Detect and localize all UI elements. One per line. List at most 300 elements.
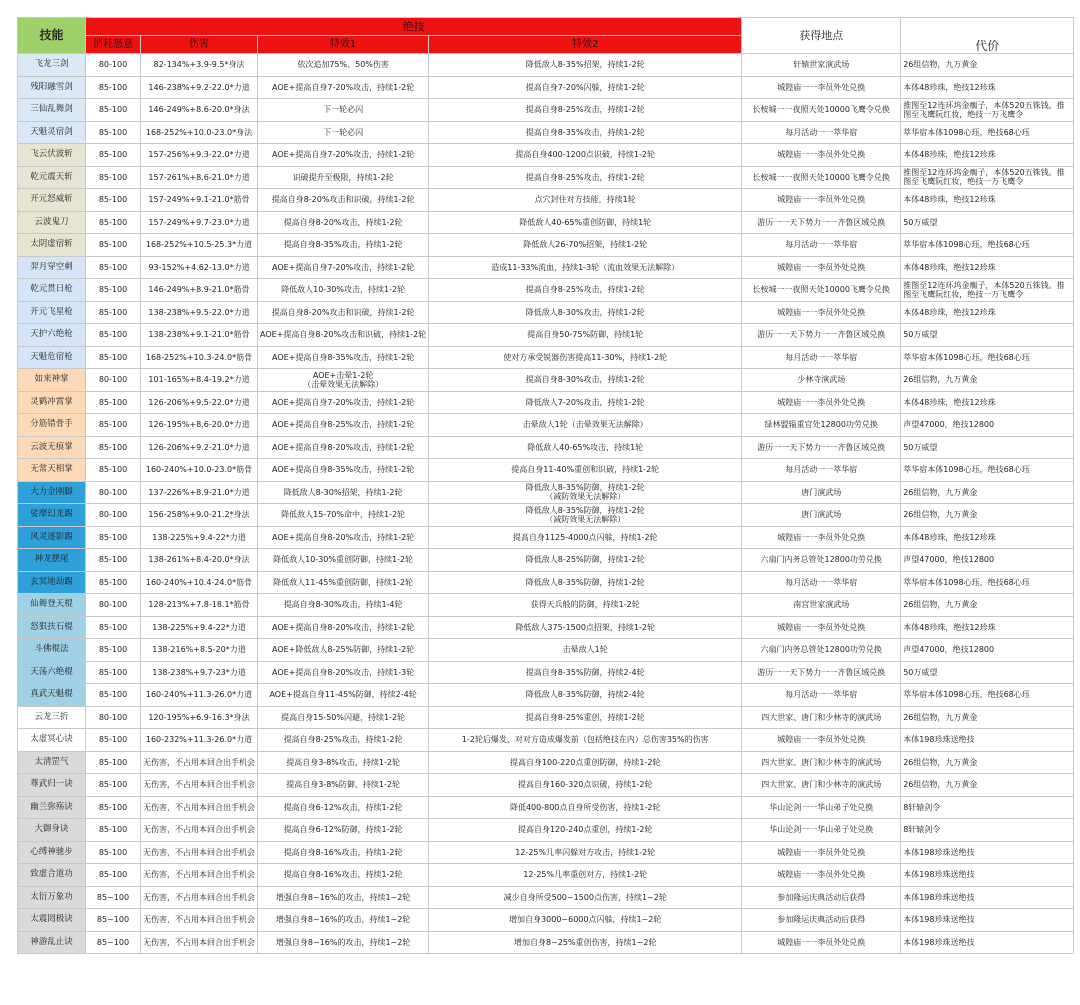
effect1-cell: AOE+降低敌人8-25%防御，持续1-2轮 [258, 639, 429, 662]
skill-name-cell: 致虚合道功 [18, 864, 86, 887]
effect1-cell: 提高自身8-35%攻击，持续1-2轮 [258, 234, 429, 257]
location-cell: 城隍庙一一李员外处兑换 [742, 189, 901, 212]
effect2-cell: 降低敌人8-35%防御，持续1-2轮 （减防效果无法解除） [429, 481, 742, 504]
effect2-cell: 1-2轮后爆发，对对方造成爆发前（包括绝技在内）总伤害35%的伤害 [429, 729, 742, 752]
location-cell: 游历一一天下势力一一齐鲁区域兑换 [742, 661, 901, 684]
effect2-cell: 提高自身8-25%攻击，持续1-2轮 [429, 166, 742, 189]
damage-cell: 138-238%+9.5-22.0*力道 [141, 301, 258, 324]
location-cell: 游历一一天下势力一一齐鲁区域兑换 [742, 211, 901, 234]
location-cell: 长桉城一一夜照天处10000飞鹰令兑换 [742, 166, 901, 189]
cost-cell: 50万威望 [901, 324, 1074, 347]
effect1-cell: AOE+提高自身7-20%攻击，持续1-2轮 [258, 256, 429, 279]
rage-cell: 85-100 [86, 571, 141, 594]
effect1-cell: AOE+提高自身8-35%攻击，持续1-2轮 [258, 459, 429, 482]
damage-cell: 146-249%+8.9-21.0*筋骨 [141, 279, 258, 302]
effect1-cell: AOE+提高自身7-20%攻击，持续1-2轮 [258, 391, 429, 414]
table-row [18, 481, 1074, 504]
skill-name-cell: 飞龙三剑 [18, 54, 86, 77]
cost-cell: 8轩辕剑令 [901, 819, 1074, 842]
effect1-cell: 提高自身3-8%攻击，持续1-2轮 [258, 751, 429, 774]
table-row [18, 436, 1074, 459]
table-row [18, 639, 1074, 662]
rage-cell: 80-100 [86, 54, 141, 77]
damage-cell: 138-238%+9.1-21.0*筋骨 [141, 324, 258, 347]
skill-table [17, 17, 1074, 954]
cost-cell: 本体48珍珠，绝技12珍珠 [901, 76, 1074, 99]
cost-cell: 声望47000，绝技12800 [901, 639, 1074, 662]
cost-cell: 26组信物，九万黄金 [901, 481, 1074, 504]
effect2-cell: 降低敌人375-1500点招架，持续1-2轮 [429, 616, 742, 639]
cost-cell: 萃华宿本体1098心珏，绝技68心珏 [901, 234, 1074, 257]
cost-cell: 萃华宿本体1098心珏，绝技68心珏 [901, 684, 1074, 707]
location-cell: 城隍庙一一李员外处兑换 [742, 841, 901, 864]
damage-cell: 126-206%+9.2-21.0*力道 [141, 436, 258, 459]
skill-name-cell: 心缚神驰步 [18, 841, 86, 864]
effect1-cell: 提高自身6-12%攻击，持续1-2轮 [258, 796, 429, 819]
cost-cell: 26组信物，九万黄金 [901, 504, 1074, 527]
header-skill: 技能 [18, 18, 86, 54]
header-group-juji: 绝技 [86, 18, 742, 36]
rage-cell: 85-100 [86, 729, 141, 752]
skill-name-cell: 玄冥地劫踢 [18, 571, 86, 594]
rage-cell: 85-100 [86, 189, 141, 212]
table-row [18, 279, 1074, 302]
cost-cell: 本体198珍珠送绝技 [901, 886, 1074, 909]
damage-cell: 137-226%+8.9-21.0*力道 [141, 481, 258, 504]
skill-name-cell: 乾元贯日枪 [18, 279, 86, 302]
rage-cell: 85-100 [86, 841, 141, 864]
skill-name-cell: 斗佛棍法 [18, 639, 86, 662]
effect1-cell: AOE+提高自身8-20%攻击，持续1-2轮 [258, 526, 429, 549]
rage-cell: 85-100 [86, 324, 141, 347]
location-cell: 华山论剑一一华山弟子处兑换 [742, 819, 901, 842]
effect2-cell: 降低敌人40-65%攻击，持续1轮 [429, 436, 742, 459]
effect2-cell: 降低敌人26-70%招架，持续1-2轮 [429, 234, 742, 257]
table-row [18, 729, 1074, 752]
effect1-cell: 增强自身8~16%的攻击，持续1~2轮 [258, 886, 429, 909]
location-cell: 城隍庙一一李员外处兑换 [742, 256, 901, 279]
skill-name-cell: 羿月穿空刺 [18, 256, 86, 279]
skill-name-cell: 三仙乱舞剑 [18, 99, 86, 122]
effect2-cell: 12-25%几率闪躲对方攻击，持续1-2轮 [429, 841, 742, 864]
location-cell: 唐门演武场 [742, 481, 901, 504]
effect1-cell: AOE+提高自身8-20%攻击和识破，持续1-2轮 [258, 324, 429, 347]
rage-cell: 80-100 [86, 369, 141, 392]
table-row [18, 751, 1074, 774]
skill-name-cell: 灵鹤冲霄掌 [18, 391, 86, 414]
table-row [18, 504, 1074, 527]
effect2-cell: 击晕敌人1轮 [429, 639, 742, 662]
damage-cell: 无伤害，不占用本回合出手机会 [141, 841, 258, 864]
effect1-cell: 提高自身15-50%闪避，持续1-2轮 [258, 706, 429, 729]
skill-name-cell: 神游乱止诀 [18, 931, 86, 954]
cost-cell: 本体48珍珠，绝技12珍珠 [901, 144, 1074, 167]
location-cell: 城隍庙一一李员外处兑换 [742, 526, 901, 549]
table-row [18, 211, 1074, 234]
skill-name-cell: 太震罔极诀 [18, 909, 86, 932]
cost-cell: 26组信物，九万黄金 [901, 706, 1074, 729]
location-cell: 四大世家、唐门和少林寺的演武场 [742, 751, 901, 774]
skill-name-cell: 神龙摆尾 [18, 549, 86, 572]
rage-cell: 85-100 [86, 144, 141, 167]
effect2-cell: 提高自身160-320点识破，持续1-2轮 [429, 774, 742, 797]
effect1-cell: AOE+提高自身8-35%攻击，持续1-2轮 [258, 346, 429, 369]
skill-name-cell: 如来神掌 [18, 369, 86, 392]
skill-table-container [17, 17, 1074, 954]
skill-name-cell: 云波鬼刀 [18, 211, 86, 234]
damage-cell: 168-252%+10.3-24.0*筋骨 [141, 346, 258, 369]
effect2-cell: 提高自身8-30%攻击，持续1-2轮 [429, 369, 742, 392]
location-cell: 游历一一天下势力一一齐鲁区域兑换 [742, 324, 901, 347]
cost-cell: 本体48珍珠，绝技12珍珠 [901, 526, 1074, 549]
effect1-cell: AOE+提高自身8-20%攻击，持续1-3轮 [258, 661, 429, 684]
rage-cell: 80-100 [86, 504, 141, 527]
cost-cell: 萃华宿本体1098心珏，绝技68心珏 [901, 121, 1074, 144]
effect2-cell: 增加自身3000~6000点闪躲，持续1~2轮 [429, 909, 742, 932]
effect2-cell: 击晕敌人1轮（击晕效果无法解除） [429, 414, 742, 437]
skill-name-cell: 残阳融雪剑 [18, 76, 86, 99]
location-cell: 唐门演武场 [742, 504, 901, 527]
rage-cell: 85~100 [86, 886, 141, 909]
rage-cell: 85-100 [86, 526, 141, 549]
table-row [18, 909, 1074, 932]
skill-name-cell: 真武天魁棍 [18, 684, 86, 707]
table-row [18, 256, 1074, 279]
location-cell: 绿林盟辎重官处12800功劳兑换 [742, 414, 901, 437]
effect2-cell: 降低敌人7-20%攻击，持续1-2轮 [429, 391, 742, 414]
rage-cell: 80-100 [86, 594, 141, 617]
rage-cell: 85-100 [86, 819, 141, 842]
cost-cell: 本体48珍珠，绝技12珍珠 [901, 616, 1074, 639]
effect1-cell: AOE+提高自身7-20%攻击，持续1-2轮 [258, 76, 429, 99]
table-row [18, 819, 1074, 842]
effect2-cell: 12-25%几率重创对方，持续1-2轮 [429, 864, 742, 887]
table-row [18, 144, 1074, 167]
skill-name-cell: 娑摩幻龙踢 [18, 504, 86, 527]
damage-cell: 157-249%+9.1-21.0*筋骨 [141, 189, 258, 212]
damage-cell: 无伤害，不占用本回合出手机会 [141, 864, 258, 887]
effect2-cell: 增加自身8~25%重创伤害，持续1~2轮 [429, 931, 742, 954]
effect1-cell: 下一轮必闪 [258, 99, 429, 122]
header-effect2: 特效2 [429, 36, 742, 54]
location-cell: 六扇门内务总管处12800功劳兑换 [742, 639, 901, 662]
rage-cell: 80-100 [86, 481, 141, 504]
effect2-cell: 降低敌人8-35%防御，持续2-4轮 [429, 684, 742, 707]
rage-cell: 85-100 [86, 639, 141, 662]
effect2-cell: 降低400-800点自身所受伤害，持续1-2轮 [429, 796, 742, 819]
effect2-cell: 提高自身8-25%攻击，持续1-2轮 [429, 279, 742, 302]
damage-cell: 128-213%+7.8-18.1*筋骨 [141, 594, 258, 617]
effect2-cell: 降低敌人8-30%攻击，持续1-2轮 [429, 301, 742, 324]
rage-cell: 85-100 [86, 864, 141, 887]
skill-name-cell: 太虚冥心诀 [18, 729, 86, 752]
header-location: 获得地点 [742, 18, 901, 54]
effect2-cell: 获得天兵般的防御，持续1-2轮 [429, 594, 742, 617]
rage-cell: 85-100 [86, 256, 141, 279]
rage-cell: 85-100 [86, 661, 141, 684]
skill-name-cell: 天荡六绝棍 [18, 661, 86, 684]
effect1-cell: 提高自身8-30%攻击，持续1-4轮 [258, 594, 429, 617]
rage-cell: 85-100 [86, 391, 141, 414]
location-cell: 城隍庙一一李员外处兑换 [742, 931, 901, 954]
damage-cell: 156-258%+9.0-21.2*身法 [141, 504, 258, 527]
table-row [18, 549, 1074, 572]
cost-cell: 26组信物，九万黄金 [901, 751, 1074, 774]
skill-name-cell: 太阴虚宿斩 [18, 234, 86, 257]
damage-cell: 157-261%+8.6-21.0*力道 [141, 166, 258, 189]
skill-name-cell: 太衍万象功 [18, 886, 86, 909]
effect2-cell: 降低敌人8-35%防御，持续1-2轮 [429, 571, 742, 594]
table-row [18, 99, 1074, 122]
effect2-cell: 提高自身1125-4000点闪躲，持续1-2轮 [429, 526, 742, 549]
effect2-cell: 提高自身8-25%攻击，持续1-2轮 [429, 99, 742, 122]
rage-cell: 85~100 [86, 909, 141, 932]
effect1-cell: 下一轮必闪 [258, 121, 429, 144]
damage-cell: 无伤害，不占用本回合出手机会 [141, 796, 258, 819]
header-effect1: 特效1 [258, 36, 429, 54]
effect1-cell: AOE+提高自身8-20%攻击，持续1-2轮 [258, 436, 429, 459]
effect1-cell: 提高自身3-8%防御，持续1-2轮 [258, 774, 429, 797]
damage-cell: 138-225%+9.4-22*力道 [141, 526, 258, 549]
table-row [18, 76, 1074, 99]
damage-cell: 120-195%+6.9-16.3*身法 [141, 706, 258, 729]
rage-cell: 85-100 [86, 234, 141, 257]
skill-name-cell: 乾元震天斩 [18, 166, 86, 189]
damage-cell: 157-256%+9.3-22.0*力道 [141, 144, 258, 167]
effect2-cell: 提高自身8-25%重创，持续1-2轮 [429, 706, 742, 729]
cost-cell: 本体48珍珠，绝技12珍珠 [901, 301, 1074, 324]
rage-cell: 85-100 [86, 301, 141, 324]
effect1-cell: AOE+提高自身11-45%防御，持续2-4轮 [258, 684, 429, 707]
rage-cell: 85-100 [86, 616, 141, 639]
damage-cell: 无伤害，不占用本回合出手机会 [141, 774, 258, 797]
damage-cell: 138-261%+8.4-20.0*身法 [141, 549, 258, 572]
table-row [18, 661, 1074, 684]
damage-cell: 160-232%+11.3-26.0*力道 [141, 729, 258, 752]
effect1-cell: AOE+提高自身8-25%攻击，持续1-2轮 [258, 414, 429, 437]
skill-name-cell: 飞云伏波斩 [18, 144, 86, 167]
cost-cell: 萃华宿本体1098心珏，绝技68心珏 [901, 346, 1074, 369]
skill-name-cell: 仙舞登天棍 [18, 594, 86, 617]
table-row [18, 166, 1074, 189]
rage-cell: 85-100 [86, 166, 141, 189]
location-cell: 城隍庙一一李员外处兑换 [742, 616, 901, 639]
effect2-cell: 提高自身8-35%防御，持续2-4轮 [429, 661, 742, 684]
location-cell: 每月活动一一萃华宿 [742, 234, 901, 257]
table-row [18, 189, 1074, 212]
location-cell: 城隍庙一一李员外处兑换 [742, 391, 901, 414]
skill-name-cell: 怒狠扶石棍 [18, 616, 86, 639]
effect2-cell: 造成11-33%流血，持续1-3轮（流血效果无法解除） [429, 256, 742, 279]
cost-cell: 本体198珍珠送绝技 [901, 909, 1074, 932]
effect1-cell: 提高自身8-25%攻击，持续1-2轮 [258, 729, 429, 752]
damage-cell: 146-238%+9.2-22.0*力道 [141, 76, 258, 99]
table-row [18, 301, 1074, 324]
location-cell: 城隍庙一一李员外处兑换 [742, 76, 901, 99]
rage-cell: 85-100 [86, 121, 141, 144]
rage-cell: 85-100 [86, 211, 141, 234]
skill-name-cell: 风灵逐影踢 [18, 526, 86, 549]
cost-cell: 萃华宿本体1098心珏，绝技68心珏 [901, 571, 1074, 594]
cost-cell: 26组信物，九万黄金 [901, 774, 1074, 797]
location-cell: 长桉城一一夜照天处10000飞鹰令兑换 [742, 279, 901, 302]
effect2-cell: 提高自身120-240点重创，持续1-2轮 [429, 819, 742, 842]
effect1-cell: AOE+提高自身8-20%攻击，持续1-2轮 [258, 616, 429, 639]
location-cell: 城隍庙一一李员外处兑换 [742, 864, 901, 887]
effect1-cell: AOE+击晕1-2轮 （击晕效果无法解除） [258, 369, 429, 392]
effect1-cell: 提高自身8-20%攻击和识破，持续1-2轮 [258, 301, 429, 324]
skill-name-cell: 云波无痕掌 [18, 436, 86, 459]
table-row [18, 796, 1074, 819]
rage-cell: 85-100 [86, 774, 141, 797]
rage-cell: 85-100 [86, 796, 141, 819]
effect2-cell: 点穴封住对方技能，持续1轮 [429, 189, 742, 212]
cost-cell: 推图至12连环坞金瘸子，本体520五铢钱。推图至飞鹰阮红妆，绝技一万飞鹰令 [901, 166, 1074, 189]
table-row [18, 121, 1074, 144]
location-cell: 每月活动一一萃华宿 [742, 121, 901, 144]
cost-cell: 声望47000，绝技12800 [901, 549, 1074, 572]
rage-cell: 85~100 [86, 931, 141, 954]
cost-cell: 推图至12连环坞金瘸子，本体520五铢钱。推图至飞鹰阮红妆，绝技一万飞鹰令 [901, 279, 1074, 302]
skill-name-cell: 太清罡气 [18, 751, 86, 774]
cost-cell: 50万威望 [901, 436, 1074, 459]
effect2-cell: 减少自身所受500~1500点伤害，持续1~2轮 [429, 886, 742, 909]
effect2-cell: 提高自身400-1200点识破，持续1-2轮 [429, 144, 742, 167]
skill-name-cell: 天魁危宿枪 [18, 346, 86, 369]
damage-cell: 无伤害，不占用本回合出手机会 [141, 751, 258, 774]
cost-cell: 推图至12连环坞金瘸子，本体520五铢钱。推图至飞鹰阮红妆，绝技一万飞鹰令 [901, 99, 1074, 122]
damage-cell: 138-225%+9.4-22*力道 [141, 616, 258, 639]
effect1-cell: 增强自身8~16%的攻击，持续1~2轮 [258, 931, 429, 954]
rage-cell: 85-100 [86, 684, 141, 707]
rage-cell: 85-100 [86, 751, 141, 774]
effect2-cell: 提高自身8-35%攻击，持续1-2轮 [429, 121, 742, 144]
rage-cell: 85-100 [86, 279, 141, 302]
damage-cell: 82-134%+3.9-9.5*身法 [141, 54, 258, 77]
location-cell: 参加隆运庆典活动后获得 [742, 886, 901, 909]
table-row [18, 459, 1074, 482]
rage-cell: 80-100 [86, 706, 141, 729]
skill-name-cell: 幽兰弥殇诀 [18, 796, 86, 819]
damage-cell: 126-206%+9.5-22.0*力道 [141, 391, 258, 414]
location-cell: 少林寺演武场 [742, 369, 901, 392]
skill-name-cell: 开元怒威斩 [18, 189, 86, 212]
damage-cell: 146-249%+8.6-20.0*身法 [141, 99, 258, 122]
cost-cell: 声望47000，绝技12800 [901, 414, 1074, 437]
location-cell: 每月活动一一萃华宿 [742, 346, 901, 369]
table-row [18, 414, 1074, 437]
table-row [18, 931, 1074, 954]
effect1-cell: 提高自身8-16%攻击，持续1-2轮 [258, 864, 429, 887]
table-row [18, 706, 1074, 729]
effect1-cell: 提高自身8-20%攻击和识破，持续1-2轮 [258, 189, 429, 212]
location-cell: 城隍庙一一李员外处兑换 [742, 144, 901, 167]
skill-table-body [18, 54, 1074, 954]
effect2-cell: 提高自身11-40%重创和识破，持续1-2轮 [429, 459, 742, 482]
skill-name-cell: 大御身诀 [18, 819, 86, 842]
table-row [18, 864, 1074, 887]
damage-cell: 168-252%+10.5-25.3*力道 [141, 234, 258, 257]
effect2-cell: 降低敌人8-25%防御，持续1-2轮 [429, 549, 742, 572]
location-cell: 华山论剑一一华山弟子处兑换 [742, 796, 901, 819]
cost-cell: 本体198珍珠送绝技 [901, 729, 1074, 752]
location-cell: 长桉城一一夜照天处10000飞鹰令兑换 [742, 99, 901, 122]
effect1-cell: 提高自身8-20%攻击，持续1-2轮 [258, 211, 429, 234]
location-cell: 城隍庙一一李员外处兑换 [742, 729, 901, 752]
damage-cell: 157-249%+9.7-23.0*力道 [141, 211, 258, 234]
table-row [18, 346, 1074, 369]
effect2-cell: 提高自身7-20%闪躲，持续1-2轮 [429, 76, 742, 99]
cost-cell: 26组信物，九万黄金 [901, 369, 1074, 392]
cost-cell: 本体48珍珠，绝技12珍珠 [901, 256, 1074, 279]
skill-name-cell: 云龙三折 [18, 706, 86, 729]
skill-name-cell: 尊武归一诀 [18, 774, 86, 797]
effect1-cell: AOE+提高自身7-20%攻击，持续1-2轮 [258, 144, 429, 167]
effect1-cell: 识破提升至极限，持续1-2轮 [258, 166, 429, 189]
table-row [18, 616, 1074, 639]
table-row [18, 369, 1074, 392]
rage-cell: 85-100 [86, 549, 141, 572]
cost-cell: 本体48珍珠，绝技12珍珠 [901, 391, 1074, 414]
location-cell: 城隍庙一一李员外处兑换 [742, 301, 901, 324]
location-cell: 南宫世家演武场 [742, 594, 901, 617]
location-cell: 游历一一天下势力一一齐鲁区域兑换 [742, 436, 901, 459]
cost-cell: 本体198珍珠送绝技 [901, 841, 1074, 864]
location-cell: 轩辕世家演武场 [742, 54, 901, 77]
skill-name-cell: 开元飞星枪 [18, 301, 86, 324]
effect2-cell: 降低敌人40-65%重创防御，持续1轮 [429, 211, 742, 234]
cost-cell: 本体48珍珠，绝技12珍珠 [901, 189, 1074, 212]
effect1-cell: 降低敌人8-30%招架，持续1-2轮 [258, 481, 429, 504]
damage-cell: 138-216%+8.5-20*力道 [141, 639, 258, 662]
effect1-cell: 提高自身6-12%防御，持续1-2轮 [258, 819, 429, 842]
header-damage: 伤害 [141, 36, 258, 54]
cost-cell: 50万威望 [901, 211, 1074, 234]
table-row [18, 324, 1074, 347]
rage-cell: 85-100 [86, 346, 141, 369]
cost-cell: 8轩辕剑令 [901, 796, 1074, 819]
location-cell: 每月活动一一萃华宿 [742, 459, 901, 482]
location-cell: 参加隆运庆典活动后获得 [742, 909, 901, 932]
damage-cell: 126-195%+8.6-20.0*力道 [141, 414, 258, 437]
effect1-cell: 降低敌人11-45%重创防御，持续1-2轮 [258, 571, 429, 594]
table-row [18, 886, 1074, 909]
effect1-cell: 降低敌人10-30%攻击，持续1-2轮 [258, 279, 429, 302]
effect1-cell: 增强自身8~16%的攻击，持续1~2轮 [258, 909, 429, 932]
damage-cell: 138-238%+9.7-23*力道 [141, 661, 258, 684]
cost-cell: 本体198珍珠送绝技 [901, 931, 1074, 954]
location-cell: 四大世家、唐门和少林寺的演武场 [742, 774, 901, 797]
effect2-cell: 降低敌人8-35%招架，持续1-2轮 [429, 54, 742, 77]
table-row [18, 594, 1074, 617]
effect2-cell: 提高自身100-220点重创防御，持续1-2轮 [429, 751, 742, 774]
header-rage: 消耗怒意 [86, 36, 141, 54]
cost-cell: 50万威望 [901, 661, 1074, 684]
damage-cell: 160-240%+10.0-23.0*筋骨 [141, 459, 258, 482]
rage-cell: 85-100 [86, 99, 141, 122]
effect1-cell: 提高自身8-16%攻击，持续1-2轮 [258, 841, 429, 864]
damage-cell: 无伤害，不占用本回合出手机会 [141, 931, 258, 954]
effect2-cell: 降低敌人8-35%防御，持续1-2轮 （减防效果无法解除） [429, 504, 742, 527]
table-row [18, 684, 1074, 707]
cost-cell: 26组信物，九万黄金 [901, 54, 1074, 77]
skill-name-cell: 无常天相掌 [18, 459, 86, 482]
location-cell: 六扇门内务总管处12800功劳兑换 [742, 549, 901, 572]
skill-name-cell: 天魁灵宿剑 [18, 121, 86, 144]
table-row [18, 774, 1074, 797]
damage-cell: 160-240%+11.3-26.0*力道 [141, 684, 258, 707]
cost-cell: 本体198珍珠送绝技 [901, 864, 1074, 887]
